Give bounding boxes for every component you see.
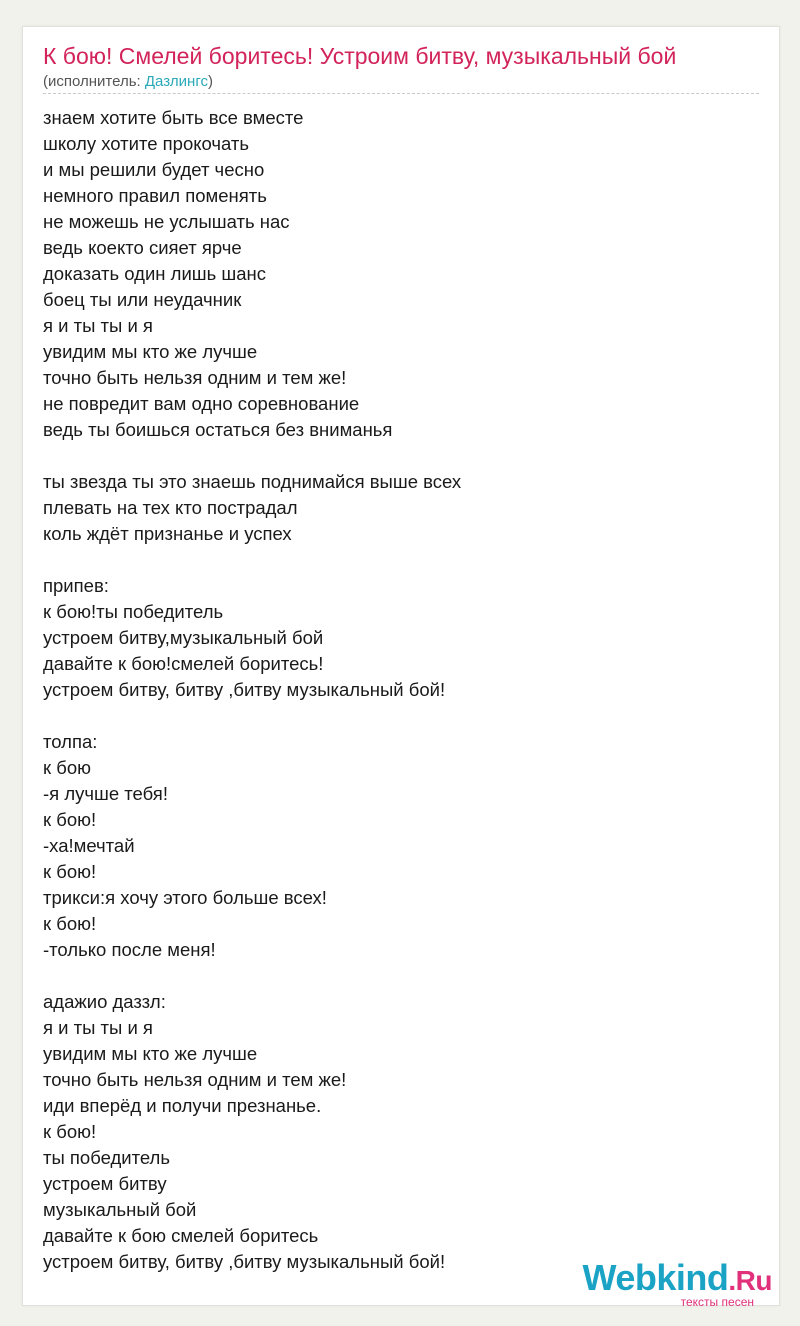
lyric-line: и мы решили будет чесно <box>43 159 265 180</box>
lyric-line: музыкальный бой <box>43 1199 197 1220</box>
lyric-line: устроем битву, битву ,битву музыкальный бой! <box>43 679 446 700</box>
artist-suffix: ) <box>207 73 213 90</box>
lyric-line: к бою! <box>43 1121 97 1142</box>
lyric-line: боец ты или неудачник <box>43 289 242 310</box>
lyric-line: плевать на тех кто пострадал <box>43 497 298 518</box>
lyric-line: трикси:я хочу этого больше всех! <box>43 887 327 908</box>
lyric-line: я и ты ты и я <box>43 1017 153 1038</box>
lyric-line: устроем битву, битву ,битву музыкальный бой! <box>43 1251 446 1272</box>
lyric-line: не повредит вам одно соревнование <box>43 393 360 414</box>
lyric-line: ты победитель <box>43 1147 170 1168</box>
lyric-line: адажио даззл: <box>43 991 166 1012</box>
lyric-line: ты звезда ты это знаешь поднимайся выше всех <box>43 471 462 492</box>
lyric-line: я и ты ты и я <box>43 315 153 336</box>
lyric-line: не можешь не услышать нас <box>43 211 290 232</box>
lyric-line: припев: <box>43 575 109 596</box>
lyric-line: к бою! <box>43 861 97 882</box>
lyric-line: к бою <box>43 757 91 778</box>
lyric-line: школу хотите прокочать <box>43 133 250 154</box>
lyric-line: увидим мы кто же лучше <box>43 341 258 362</box>
lyrics-card <box>22 26 780 1306</box>
artist-line <box>43 73 213 90</box>
lyric-line: точно быть нельзя одним и тем же! <box>43 367 347 388</box>
lyrics-stanza <box>43 573 759 703</box>
lyric-line: ведь коекто сияет ярче <box>43 237 242 258</box>
lyrics-stanza <box>43 105 759 443</box>
lyric-line: ведь ты боишься остаться без вниманья <box>43 419 393 440</box>
lyric-line: доказать один лишь шанс <box>43 263 266 284</box>
lyric-line: к бою! <box>43 913 97 934</box>
song-title: К бою! Смелей боритесь! Устроим битву, музыкальный бой <box>43 43 677 69</box>
lyric-line: коль ждёт признанье и успех <box>43 523 292 544</box>
lyric-line: устроем битву,музыкальный бой <box>43 627 324 648</box>
site-logo[interactable] <box>582 1257 772 1309</box>
lyric-line: иди вперёд и получи презнанье. <box>43 1095 322 1116</box>
artist-prefix: (исполнитель: <box>43 73 145 90</box>
lyric-line: давайте к бою смелей боритесь <box>43 1225 319 1246</box>
lyric-line: к бою! <box>43 809 97 830</box>
lyric-line: увидим мы кто же лучше <box>43 1043 258 1064</box>
lyric-line: -только после меня! <box>43 939 216 960</box>
artist-link[interactable]: Дазлингс <box>144 73 208 90</box>
lyric-line: знаем хотите быть все вместе <box>43 107 304 128</box>
lyric-line: толпа: <box>43 731 98 752</box>
lyrics-stanza <box>43 729 759 963</box>
lyric-line: устроем битву <box>43 1173 167 1194</box>
logo-name: Webkind <box>582 1257 729 1298</box>
lyrics-stanza <box>43 469 759 547</box>
logo-tld: .Ru <box>728 1265 772 1296</box>
lyric-line: немного правил поменять <box>43 185 267 206</box>
lyric-line: -я лучше тебя! <box>43 783 168 804</box>
lyric-line: давайте к бою!смелей боритесь! <box>43 653 324 674</box>
lyric-line: -ха!мечтай <box>43 835 135 856</box>
lyric-line: точно быть нельзя одним и тем же! <box>43 1069 347 1090</box>
lyrics-stanza <box>43 989 759 1275</box>
lyric-line: к бою!ты победитель <box>43 601 224 622</box>
lyrics-body <box>43 105 759 1275</box>
logo-tagline: тексты песен <box>680 1295 754 1309</box>
title-divider <box>43 93 759 94</box>
